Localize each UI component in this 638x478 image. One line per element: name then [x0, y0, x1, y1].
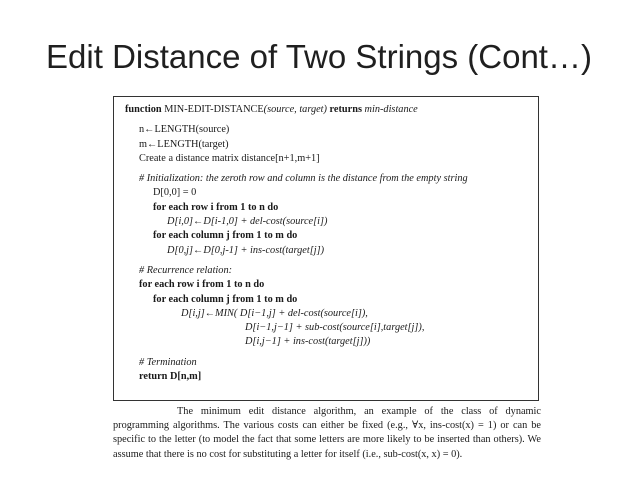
recurrence-min-3: D[i,j−1] + ins-cost(target[j])) [245, 336, 371, 348]
return-line: return D[n,m] [139, 371, 202, 383]
function-keyword: function [125, 104, 162, 115]
row-body: D[i,0]←D[i-1,0] + del-cost(source[i]) [167, 216, 328, 228]
recurrence-col-loop: for each column j from 1 to m do [153, 293, 298, 305]
init-d00: D[0,0] = 0 [153, 187, 197, 199]
returns-keyword: returns [329, 104, 362, 115]
init-line: m←LENGTH(target) [139, 138, 229, 150]
col-loop: for each column j from 1 to m do [153, 230, 298, 242]
function-header [125, 103, 528, 117]
slide-title: Edit Distance of Two Strings (Cont…) [46, 38, 592, 75]
recurrence-min-2: D[i−1,j−1] + sub-cost(source[i],target[j]), [245, 322, 425, 334]
function-params: (source, target) [263, 104, 327, 115]
function-name: MIN-EDIT-DISTANCE [164, 104, 264, 115]
recurrence-row-loop: for each row i from 1 to n do [139, 279, 265, 291]
row-loop: for each row i from 1 to n do [153, 201, 279, 213]
init-line: Create a distance matrix distance[n+1,m+1] [139, 152, 320, 164]
col-body: D[0,j]←D[0,j-1] + ins-cost(target[j]) [167, 244, 325, 256]
figure-caption [113, 405, 541, 462]
returns-value: min-distance [364, 104, 418, 115]
init-line: n←LENGTH(source) [139, 124, 230, 136]
algorithm-box [113, 96, 539, 401]
termination-comment: # Termination [139, 356, 197, 368]
init-comment: # Initialization: the zeroth row and column is the distance from the empty string [139, 173, 468, 185]
caption-text: The minimum edit distance algorithm, an example of the class of dynamic programming algorithms. The various costs can either be fixed (e.g., ∀x, ins-cost(x) = 1) or can be specific to the letter (to model the fact that some letters are more likely to be inserted than others). We assume that there is no cost for substituting a letter for itself (i.e., sub-cost(x, x) = 0). [113, 406, 541, 460]
recurrence-min-1: D[i,j]←MIN( D[i−1,j] + del-cost(source[i]), [181, 307, 368, 319]
recurrence-comment: # Recurrence relation: [139, 264, 233, 276]
